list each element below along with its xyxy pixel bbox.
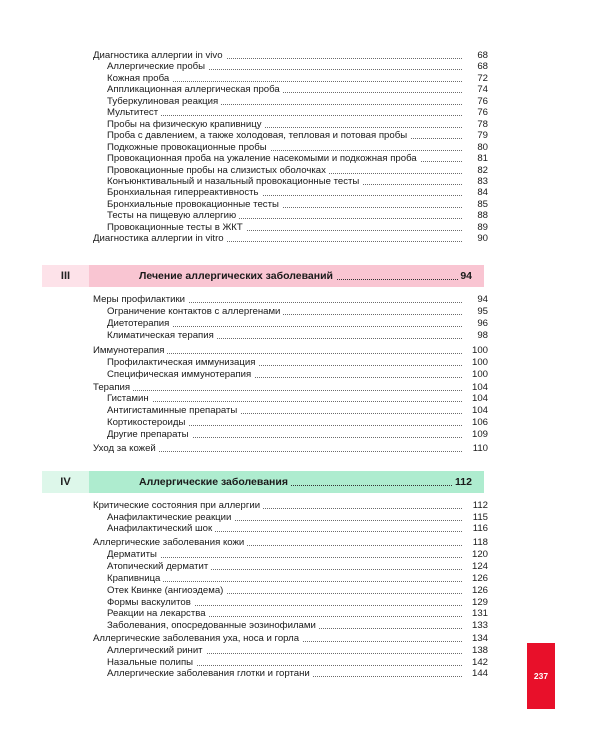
toc-entry-title: Анафилактические реакции bbox=[107, 512, 234, 524]
toc-entry-page: 90 bbox=[462, 233, 488, 245]
toc-entry-title: Другие препараты bbox=[107, 429, 192, 441]
toc-subentry[interactable] bbox=[0, 130, 600, 142]
toc-entry-page: 110 bbox=[462, 443, 488, 455]
toc-entry-title: Специфическая иммунотерапия bbox=[107, 369, 254, 381]
toc-subentry[interactable] bbox=[0, 357, 600, 369]
toc-entry-title: Крапивница bbox=[107, 573, 163, 585]
toc-subentry[interactable] bbox=[0, 523, 600, 535]
toc-entry-title: Реакции на лекарства bbox=[107, 608, 209, 620]
toc-entry-page: 83 bbox=[462, 176, 488, 188]
section-page: 94 bbox=[460, 270, 472, 282]
toc-entry-page: 104 bbox=[462, 382, 488, 394]
toc-entry-title: Атопический дерматит bbox=[107, 561, 211, 573]
toc-subentry[interactable] bbox=[0, 61, 600, 73]
toc-entry-title: Заболевания, опосредованные эозинофилами bbox=[107, 620, 319, 632]
dot-leader bbox=[93, 390, 488, 391]
toc-subentry[interactable] bbox=[0, 608, 600, 620]
toc-entry-title: Терапия bbox=[93, 382, 133, 394]
toc-entry-title: Бронхиальные провокационные тесты bbox=[107, 199, 282, 211]
toc-entry-page: 94 bbox=[462, 294, 488, 306]
toc-entry-page: 124 bbox=[462, 561, 488, 573]
toc-entry-title: Формы васкулитов bbox=[107, 597, 194, 609]
toc-entry-page: 142 bbox=[462, 657, 488, 669]
toc-entry-title: Диетотерапия bbox=[107, 318, 172, 330]
toc-subentry[interactable] bbox=[0, 210, 600, 222]
section-title: Лечение аллергических заболеваний bbox=[139, 270, 336, 282]
toc-entry-page: 84 bbox=[462, 187, 488, 199]
toc-entry-page: 126 bbox=[462, 573, 488, 585]
toc-entry-page: 112 bbox=[462, 500, 488, 512]
section-title: Аллергические заболевания bbox=[139, 476, 291, 488]
toc-entry-page: 100 bbox=[462, 345, 488, 357]
toc-entry-title: Диагностика аллергии in vivo bbox=[93, 50, 226, 62]
toc-subentry[interactable] bbox=[0, 668, 600, 680]
toc-entry-page: 74 bbox=[462, 84, 488, 96]
toc-entry-title: Назальные полипы bbox=[107, 657, 196, 669]
toc-subentry[interactable] bbox=[0, 84, 600, 96]
toc-entry-page: 98 bbox=[462, 330, 488, 342]
toc-entry[interactable] bbox=[0, 537, 600, 549]
toc-entry[interactable] bbox=[0, 294, 600, 306]
toc-entry-page: 134 bbox=[462, 633, 488, 645]
toc-entry-page: 100 bbox=[462, 357, 488, 369]
toc-entry-page: 131 bbox=[462, 608, 488, 620]
toc-entry-title: Кортикостероиды bbox=[107, 417, 188, 429]
toc-subentry[interactable] bbox=[0, 585, 600, 597]
toc-entry[interactable] bbox=[0, 443, 600, 455]
toc-subentry[interactable] bbox=[0, 107, 600, 119]
toc-entry[interactable] bbox=[0, 633, 600, 645]
toc-entry[interactable] bbox=[0, 233, 600, 245]
toc-entry-page: 72 bbox=[462, 73, 488, 85]
toc-entry-title: Мультитест bbox=[107, 107, 161, 119]
toc-entry-page: 104 bbox=[462, 393, 488, 405]
toc-entry-title: Аллергические пробы bbox=[107, 61, 208, 73]
toc-entry-title: Туберкулиновая реакция bbox=[107, 96, 221, 108]
toc-entry-page: 80 bbox=[462, 142, 488, 154]
toc-entry-page: 82 bbox=[462, 165, 488, 177]
toc-entry-title: Критические состояния при аллергии bbox=[93, 500, 263, 512]
toc-entry-page: 79 bbox=[462, 130, 488, 142]
toc-entry-title: Бронхиальная гиперреактивность bbox=[107, 187, 262, 199]
page-number-tab bbox=[527, 643, 555, 709]
toc-entry-page: 118 bbox=[462, 537, 488, 549]
toc-subentry[interactable] bbox=[0, 573, 600, 585]
toc-entry-title: Иммунотерапия bbox=[93, 345, 167, 357]
section-title-bar bbox=[89, 471, 484, 493]
dot-leader bbox=[107, 401, 488, 402]
toc-entry-page: 76 bbox=[462, 107, 488, 119]
toc-entry-title: Аллергические заболевания глотки и гортани bbox=[107, 668, 313, 680]
toc-entry-page: 106 bbox=[462, 417, 488, 429]
toc-entry-title: Подкожные провокационные пробы bbox=[107, 142, 270, 154]
dot-leader bbox=[107, 581, 488, 582]
section-number: IV bbox=[42, 471, 89, 493]
toc-entry-page: 104 bbox=[462, 405, 488, 417]
toc-subentry[interactable] bbox=[0, 561, 600, 573]
toc-entry-title: Провокационная проба на ужаление насекомыми и подкожная проба bbox=[107, 153, 420, 165]
dot-leader bbox=[107, 557, 488, 558]
toc-entry-page: 126 bbox=[462, 585, 488, 597]
toc-entry[interactable] bbox=[0, 345, 600, 357]
toc-entry-title: Дерматиты bbox=[107, 549, 160, 561]
dot-leader bbox=[107, 115, 488, 116]
section-title-bar bbox=[89, 265, 484, 287]
toc-entry-title: Конъюнктивальный и назальный провокационные тесты bbox=[107, 176, 362, 188]
toc-entry[interactable] bbox=[0, 500, 600, 512]
toc-subentry[interactable] bbox=[0, 393, 600, 405]
toc-entry-title: Профилактическая иммунизация bbox=[107, 357, 258, 369]
toc-entry-title: Меры профилактики bbox=[93, 294, 188, 306]
toc-entry-page: 120 bbox=[462, 549, 488, 561]
toc-entry-page: 85 bbox=[462, 199, 488, 211]
toc-subentry[interactable] bbox=[0, 417, 600, 429]
toc-entry-title: Гистамин bbox=[107, 393, 152, 405]
toc-entry-page: 116 bbox=[462, 523, 488, 535]
toc-entry-title: Климатическая терапия bbox=[107, 330, 217, 342]
toc-entry-title: Провокационные пробы на слизистых оболочках bbox=[107, 165, 329, 177]
section-number: III bbox=[42, 265, 89, 287]
toc-entry-title: Диагностика аллергии in vitro bbox=[93, 233, 227, 245]
toc-entry-page: 89 bbox=[462, 222, 488, 234]
toc-subentry[interactable] bbox=[0, 405, 600, 417]
toc-entry-title: Отек Квинке (ангиоэдема) bbox=[107, 585, 226, 597]
toc-entry-title: Анафилактический шок bbox=[107, 523, 215, 535]
section-page: 112 bbox=[455, 476, 472, 488]
toc-entry-title: Провокационные тесты в ЖКТ bbox=[107, 222, 246, 234]
toc-entry-page: 144 bbox=[462, 668, 488, 680]
toc-entry-title: Пробы на физическую крапивницу bbox=[107, 119, 265, 131]
toc-entry-title: Аппликационная аллергическая проба bbox=[107, 84, 283, 96]
toc-entry-page: 68 bbox=[462, 61, 488, 73]
toc-subentry[interactable] bbox=[0, 318, 600, 330]
toc-entry-page: 115 bbox=[462, 512, 488, 524]
toc-entry-page: 78 bbox=[462, 119, 488, 131]
toc-subentry[interactable] bbox=[0, 187, 600, 199]
toc-subentry[interactable] bbox=[0, 330, 600, 342]
toc-entry-page: 88 bbox=[462, 210, 488, 222]
toc-entry-title: Уход за кожей bbox=[93, 443, 159, 455]
toc-entry-page: 133 bbox=[462, 620, 488, 632]
toc-entry-title: Антигистаминные препараты bbox=[107, 405, 240, 417]
toc-subentry[interactable] bbox=[0, 153, 600, 165]
toc-entry-page: 109 bbox=[462, 429, 488, 441]
section-header-III[interactable] bbox=[42, 265, 484, 287]
toc-subentry[interactable] bbox=[0, 549, 600, 561]
toc-entry-title: Аллергический ринит bbox=[107, 645, 206, 657]
toc-entry-title: Проба с давлением, а также холодовая, тепловая и потовая пробы bbox=[107, 130, 410, 142]
toc-subentry[interactable] bbox=[0, 645, 600, 657]
page-number: 237 bbox=[533, 671, 549, 681]
toc-entry-page: 138 bbox=[462, 645, 488, 657]
toc-subentry[interactable] bbox=[0, 620, 600, 632]
section-header-IV[interactable] bbox=[42, 471, 484, 493]
toc-subentry[interactable] bbox=[0, 369, 600, 381]
toc-entry-title: Аллергические заболевания уха, носа и горла bbox=[93, 633, 302, 645]
toc-entry-page: 76 bbox=[462, 96, 488, 108]
toc-entry-page: 96 bbox=[462, 318, 488, 330]
toc-entry-page: 129 bbox=[462, 597, 488, 609]
toc-subentry[interactable] bbox=[0, 306, 600, 318]
toc-subentry[interactable] bbox=[0, 429, 600, 441]
toc-entry-page: 95 bbox=[462, 306, 488, 318]
toc-entry-page: 100 bbox=[462, 369, 488, 381]
toc-entry-title: Тесты на пищевую аллергию bbox=[107, 210, 239, 222]
toc-entry-page: 68 bbox=[462, 50, 488, 62]
toc-entry-page: 81 bbox=[462, 153, 488, 165]
toc-entry-title: Аллергические заболевания кожи bbox=[93, 537, 247, 549]
toc-entry-title: Кожная проба bbox=[107, 73, 172, 85]
toc-entry-title: Ограничение контактов с аллергенами bbox=[107, 306, 283, 318]
